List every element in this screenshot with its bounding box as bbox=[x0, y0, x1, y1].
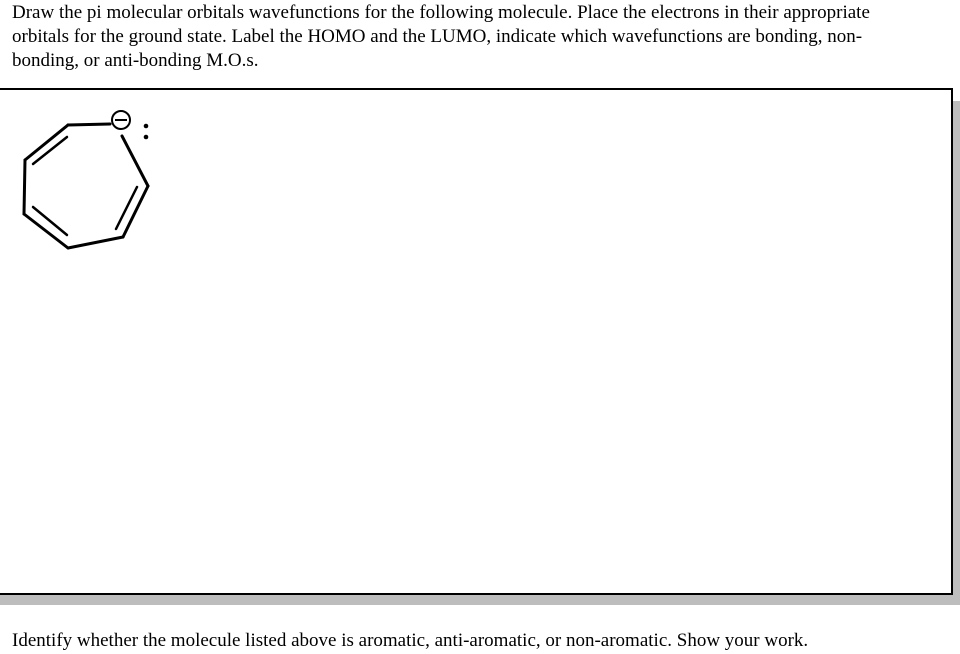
question-2-text: Identify whether the molecule listed above is aromatic, anti-aromatic, or non-aromatic. Show your work. bbox=[12, 630, 809, 651]
ring-bonds bbox=[24, 124, 148, 248]
cycloheptatrienyl-anion-icon bbox=[0, 90, 200, 270]
lone-pair-icon bbox=[144, 124, 149, 140]
double-bonds bbox=[33, 137, 137, 235]
question-1-text: Draw the pi molecular orbitals wavefunctions for the following molecule. Place the electrons in their appropriate orbitals for the ground state. Label the HOMO and the LUMO, indicate which wavefunctions are bonding, non-bonding, or anti-bonding M.O.s. bbox=[12, 2, 870, 71]
negative-charge-icon bbox=[112, 111, 130, 129]
answer-box[interactable] bbox=[0, 88, 953, 595]
